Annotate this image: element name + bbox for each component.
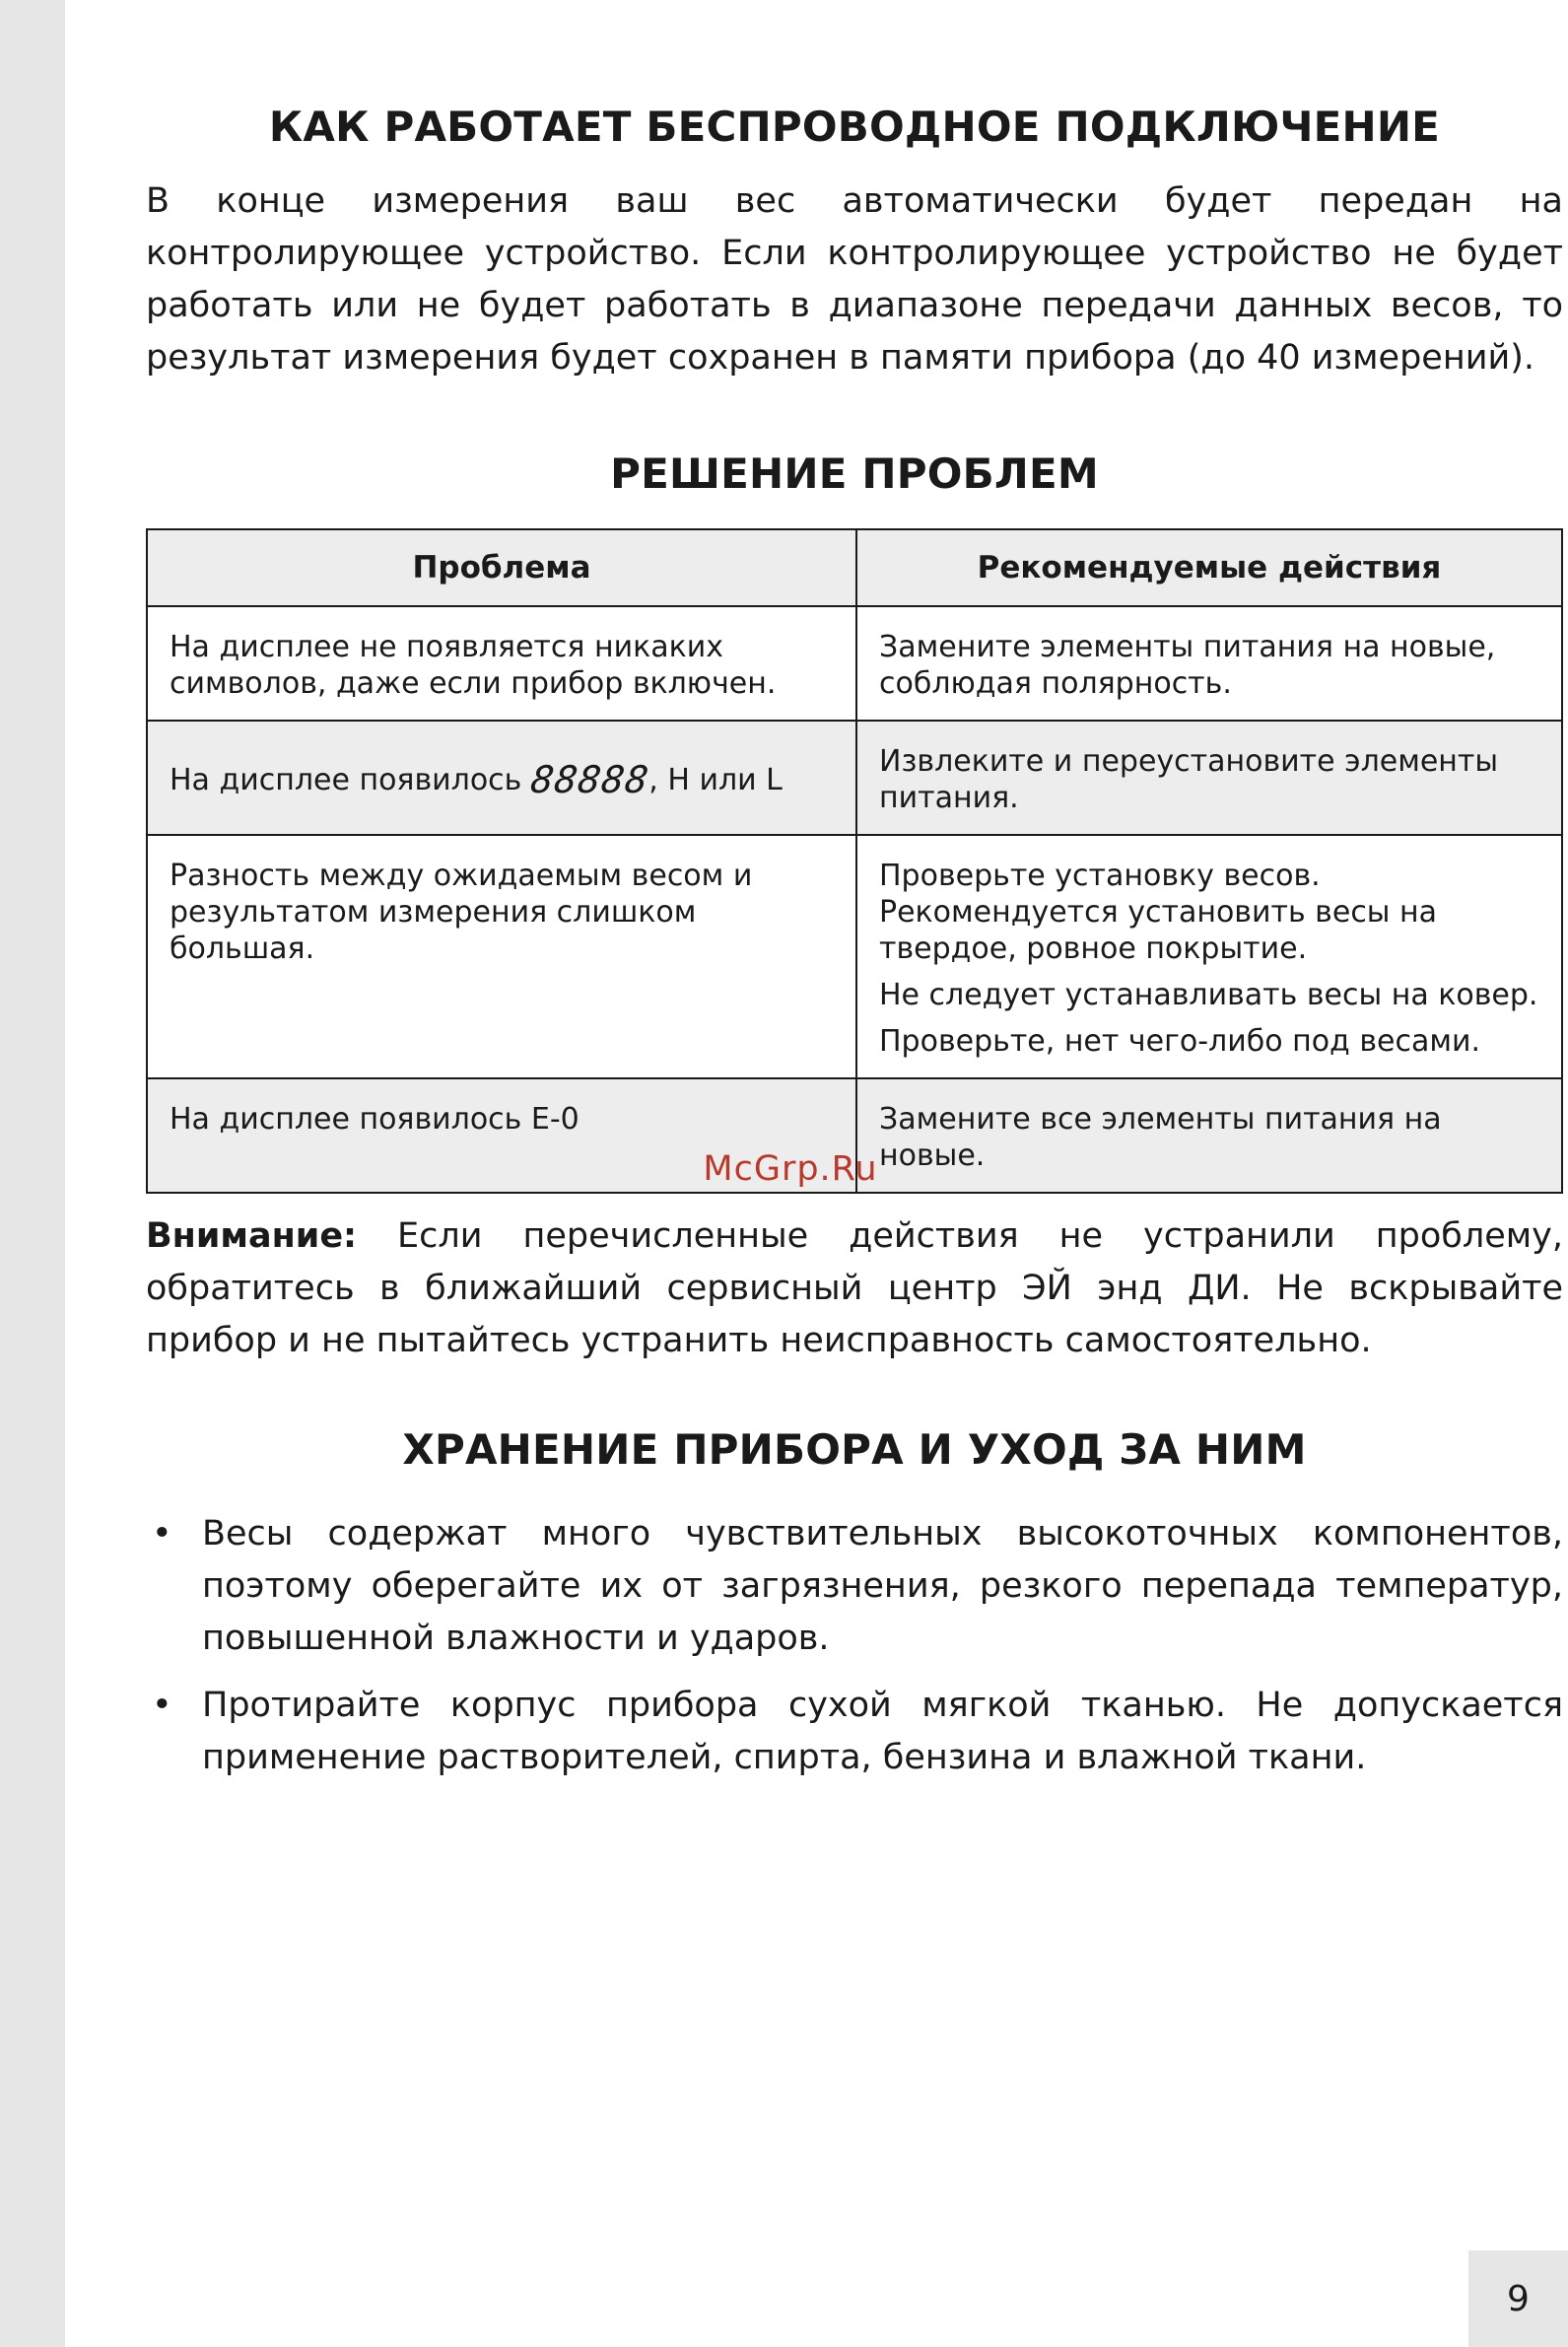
list-item-text: Протирайте корпус прибора сухой мягкой тканью. Не допускается применение растворителей, спирта, бензина и влажной ткани. — [202, 1686, 1563, 1777]
table-row — [147, 721, 1562, 835]
action-text: Замените элементы питания на новые, соблюдая полярность. — [879, 630, 1496, 701]
column-header-actions: Рекомендуемые действия — [856, 529, 1562, 606]
section-title-storage: ХРАНЕНИЕ ПРИБОРА И УХОД ЗА НИМ — [402, 1425, 1307, 1474]
action-text: Проверьте установку весов. Рекомендуется установить весы на твердое, ровное покрытие. — [879, 859, 1438, 966]
storage-list — [146, 1508, 1563, 1784]
list-item — [146, 1508, 1563, 1665]
problem-text-suffix: , H или L — [648, 762, 783, 797]
attention-text: Если перечисленные действия не устранили проблему, обратитесь в ближайший сервисный центр ЭЙ энд ДИ. Не вскрывайте прибор и не пытайтесь устранить неисправность самостоятельно. — [146, 1216, 1563, 1360]
problem-text-prefix: На дисплее появилось — [170, 762, 522, 797]
problem-cell: На дисплее появилось Е-0 — [147, 1078, 856, 1193]
action-text: Проверьте, нет чего-либо под весами. — [879, 1024, 1481, 1059]
column-header-problem: Проблема — [147, 529, 856, 606]
section-title-wireless: КАК РАБОТАЕТ БЕСПРОВОДНОЕ ПОДКЛЮЧЕНИЕ — [268, 103, 1441, 151]
actions-cell — [856, 835, 1562, 1078]
actions-cell — [856, 721, 1562, 835]
table-header-row — [147, 529, 1562, 606]
attention-paragraph — [146, 1210, 1563, 1367]
bullet-icon: • — [152, 1514, 172, 1553]
list-item-text: Весы содержат много чувствительных высокоточных компонентов, поэтому оберегайте их от загрязнения, резкого перепада температур, повышенной влажности и ударов. — [202, 1514, 1563, 1658]
bullet-icon: • — [152, 1686, 172, 1725]
actions-cell — [856, 606, 1562, 721]
problem-cell: На дисплее не появляется никаких символов, даже если прибор включен. — [147, 606, 856, 721]
segment-display-symbol: 88888 — [527, 757, 652, 801]
action-text: Не следует устанавливать весы на ковер. — [879, 978, 1538, 1012]
section-title-troubleshooting: РЕШЕНИЕ ПРОБЛЕМ — [610, 449, 1099, 498]
problem-cell: Разность между ожидаемым весом и результатом измерения слишком большая. — [147, 835, 856, 1078]
action-text: Извлеките и переустановите элементы питания. — [879, 744, 1499, 815]
wireless-paragraph: В конце измерения ваш вес автоматически будет передан на контролирующее устройство. Если контролирующее устройство не будет работать или не будет работать в диапазоне передачи данных весов, то результат измерения будет сохранен в памяти прибора (до 40 измерений). — [146, 181, 1563, 378]
problem-cell — [147, 721, 856, 835]
page-number: 9 — [1468, 2250, 1568, 2347]
action-text: Замените все элементы питания на новые. — [879, 1102, 1442, 1173]
troubleshooting-table — [146, 528, 1563, 1194]
table-row — [147, 606, 1562, 721]
table-row — [147, 835, 1562, 1078]
attention-label: Внимание: — [146, 1216, 358, 1256]
watermark-text: McGrp.Ru — [703, 1149, 878, 1189]
list-item — [146, 1680, 1563, 1784]
